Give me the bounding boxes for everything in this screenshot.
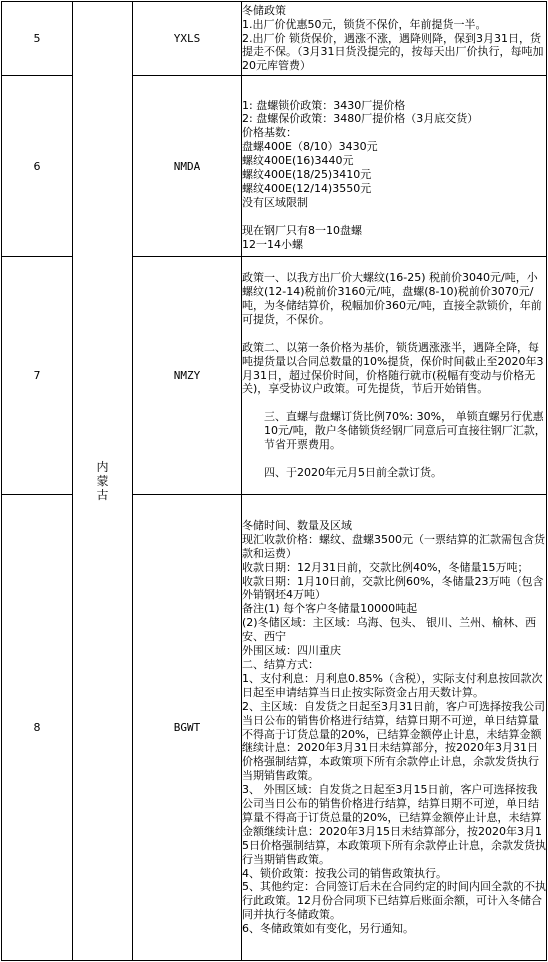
- policy-line: 二、结算方式：: [242, 657, 319, 671]
- policy-line: 12一14小螺: [242, 237, 303, 251]
- policy-cell: [242, 495, 547, 961]
- row-number: 6: [2, 76, 73, 257]
- spacer: [242, 210, 546, 224]
- policy-line: 1.出厂价优惠50元，锁货不保价，年前提货一半。: [242, 17, 487, 31]
- region-cell: [73, 2, 133, 961]
- policy-line: 冬储政策: [242, 3, 286, 17]
- policy-table: [1, 1, 547, 961]
- policy-line: 1、支付利息：月利息0.85%（含税），实际支付利息按回款次日起至申请结算当日止按实际资金占用天数计算。: [242, 671, 543, 699]
- policy-line: 盘螺400E（8/10）3430元: [242, 140, 378, 154]
- policy-line: 螺纹400E(12/14)3550元: [242, 181, 372, 195]
- policy-line: 2、主区域：自发货之日起至3月31日前，客户可选择按我公司当日公布的销售价格进行结算，结算日期不可逆，单日结算量不得高于订货总量的20%，已结算金额停止计息，未结算金额继续计息：2020年3月31日未结算部分，按2020年3月31日价格强制结算，本政策项下所有余款停止计息，余款发货执行当期销售政策。: [242, 699, 545, 783]
- spacer: [242, 452, 546, 466]
- region-label: 内蒙古: [96, 460, 109, 502]
- row-number: 5: [2, 2, 73, 76]
- policy-line: 5、其他约定：合同签订后未在合同约定的时间内回全款的不执行此政策。12月份合同项下已结算后账面余额，可计入冬储合同并执行冬储政策。: [242, 880, 546, 922]
- policy-line: 螺纹400E(16)3440元: [242, 154, 354, 168]
- policy-cell: [242, 2, 547, 76]
- policy-line: 螺纹400E(18/25)3410元: [242, 168, 372, 182]
- policy-line: 现在钢厂只有8一10盘螺: [242, 223, 362, 237]
- policy-line: 备注(1) 每个客户冬储量10000吨起: [242, 602, 418, 616]
- policy-line: (2)冬储区域：主区域：乌海、包头、 银川、兰州、榆林、西安、西宁: [242, 616, 537, 644]
- table-row: [2, 2, 547, 76]
- company-code: YXLS: [133, 2, 242, 76]
- policy-line: 政策二、以第一条价格为基价，锁货遇涨涨半，遇降全降，每吨提货量以合同总数量的10%提货，保价时间截止至2020年3月31日，超过保价时间，价格随行就市(税幅有变动与价格无关)，享受协议户政策。可先提货，节后开始销售。: [242, 340, 544, 396]
- policy-line: 收款日期：1月10日前，交款比例60%，冬储量23万吨（包含外销钢坯4万吨）: [242, 574, 544, 602]
- policy-cell: [242, 257, 547, 495]
- policy-line: 四、于2020年元月5日前全款订货。: [264, 465, 442, 479]
- policy-line: 冬储时间、数量及区域: [242, 518, 352, 532]
- policy-line: 2.出厂价 锁货保价，遇涨不涨，遇降则降，保到3月31日，货提走不保。（3月31日货没提完的，按每天出厂价执行，每吨加20元库管费）: [242, 31, 544, 73]
- policy-cell: [242, 76, 547, 257]
- row-number: 7: [2, 257, 73, 495]
- company-code: BGWT: [133, 495, 242, 961]
- row-number: 8: [2, 495, 73, 961]
- policy-line: 价格基数：: [242, 126, 297, 140]
- company-code: NMDA: [133, 76, 242, 257]
- policy-line: 6、冬储政策如有变化，另行通知。: [242, 922, 414, 936]
- policy-line: 收款日期：12月31日前，交款比例40%，冬储量15万吨；: [242, 560, 529, 574]
- policy-line: 三、直螺与盘螺订货比例70%: 30%， 单锁直螺另行优惠10元/吨，散户冬储锁货经钢厂同意后可直接往钢厂汇款，节省开票费用。: [264, 410, 546, 452]
- policy-line: 4、锁价政策：按我公司的销售政策执行。: [242, 866, 447, 880]
- policy-line: 政策一、以我方出厂价大螺纹(16-25) 税前价3040元/吨，小螺纹(12-14)税前价3160元/吨，盘螺(8-10)税前价3070元/吨，为冬储结算价，税幅加价360元/吨，直接全款锁价，年前可提货，不保价。: [242, 271, 542, 326]
- policy-line: 2: 盘螺保价政策：3480厂提价格（3月底交货）: [242, 112, 479, 126]
- policy-line: 3、 外围区域：自发货之日起至3月15日前，客户可选择按我公司当日公布的销售价格进行结算，结算日期不可逆，单日结算量不得高于订货总量的20%，已结算金额停止计息，未结算金额继续计息：2020年3月15日未结算部分，按2020年3月15日价格强制结算，本政策项下所有余款停止计息，余款发货执行当期销售政策。: [242, 783, 546, 866]
- policy-line: 没有区域限制: [242, 195, 308, 209]
- policy-line: 1: 盘螺锁价政策：3430厂提价格: [242, 98, 406, 112]
- company-code: NMZY: [133, 257, 242, 495]
- policy-line: 现汇收款价格：螺纹、盘螺3500元（一票结算的汇款需包含货款和运费）: [242, 532, 545, 560]
- spacer: [242, 396, 546, 410]
- policy-line: 外围区域：四川重庆: [242, 644, 341, 658]
- spacer: [242, 327, 546, 341]
